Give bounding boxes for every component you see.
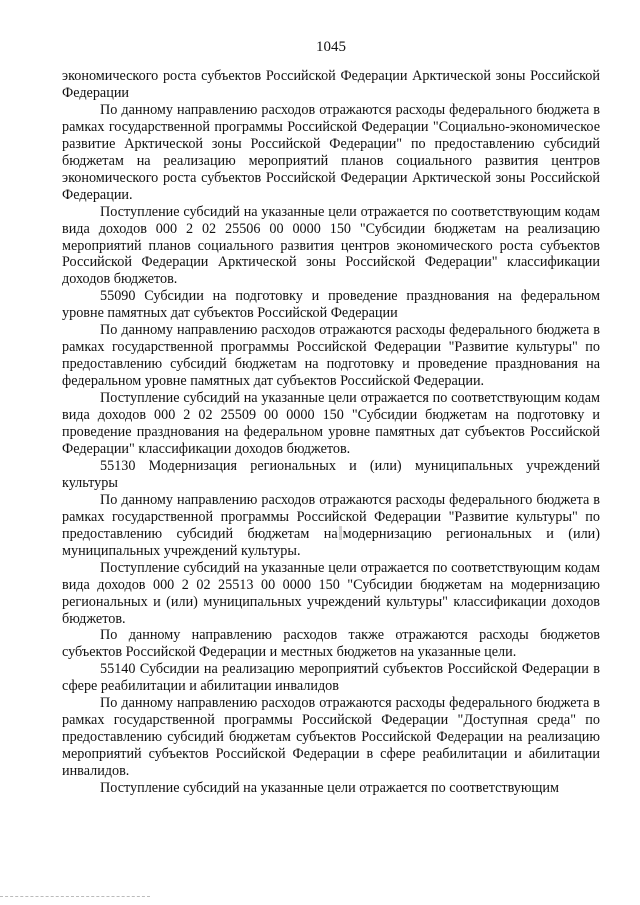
paragraph-2: Поступление субсидий на указанные цели отражается по соответствующим кодам вида доходов 000 2 02 25506 00 0000 150 "Субсидии бюджетам на реализацию мероприятий планов социального развития центров экономического роста субъектов Российской Федерации Арктической зоны Российской Федерации" классификации доходов бюджетов. <box>62 203 600 288</box>
paragraph-3-section-55090: 55090 Субсидии на подготовку и проведение празднования на федеральном уровне памятных дат субъектов Российской Федерации <box>62 288 600 322</box>
paragraph-5: Поступление субсидий на указанные цели отражается по соответствующим кодам вида доходов 000 2 02 25509 00 0000 150 "Субсидии бюджетам на подготовку и проведение празднования на федеральном уровне памятных дат субъектов Российской Федерации" классификации доходов бюджетов. <box>62 390 600 457</box>
paragraph-9: По данному направлению расходов также отражаются расходы бюджетов субъектов Российской Федерации и местных бюджетов на указанные цели. <box>62 627 600 661</box>
scan-artifact-line <box>0 894 150 897</box>
document-body <box>62 68 600 797</box>
page-number: 1045 <box>316 39 346 55</box>
paragraph-12: Поступление субсидий на указанные цели отражается по соответствующим <box>100 780 559 797</box>
paragraph-1: По данному направлению расходов отражаются расходы федерального бюджета в рамках государственной программы Российской Федерации "Социально-экономическое развитие Арктической зоны Российской Федерации" по предоставлению субсидий бюджетам на реализацию мероприятий планов социального развития центров экономического роста субъектов Российской Федерации Арктической зоны Российской Федерации. <box>62 101 600 203</box>
paragraph-7 <box>62 492 600 560</box>
paragraph-4: По данному направлению расходов отражаются расходы федерального бюджета в рамках государственной программы Российской Федерации "Развитие культуры" по предоставлению субсидий бюджетам на подготовку и проведение празднования на федеральном уровне памятных дат субъектов Российской Федерации. <box>62 322 600 390</box>
paragraph-8: Поступление субсидий на указанные цели отражается по соответствующим кодам вида доходов 000 2 02 25513 00 0000 150 "Субсидии бюджетам на модернизацию региональных и (или) муниципальных учреждений культуры" классификации доходов бюджетов. <box>62 559 600 627</box>
paragraph-11: По данному направлению расходов отражаются расходы федерального бюджета в рамках государственной программы Российской Федерации "Доступная среда" по предоставлению субсидий бюджетам субъектов Российской Федерации на реализацию мероприятий субъектов Российской Федерации в сфере реабилитации и абилитации инвалидов. <box>62 695 600 780</box>
scan-mark <box>339 526 342 540</box>
paragraph-10-section-55140: 55140 Субсидии на реализацию мероприятий субъектов Российской Федерации в сфере реабилитации и абилитации инвалидов <box>62 661 600 695</box>
paragraph-7-part-2: модернизацию региональных и (или) муниципальных учреждений культуры. <box>62 525 600 559</box>
paragraph-6-section-55130: 55130 Модернизация региональных и (или) муниципальных учреждений культуры <box>62 457 600 491</box>
paragraph-7-part-1: По данному направлению расходов отражаются расходы федерального бюджета в рамках государственной программы Российской Федерации "Развитие культуры" по предоставлению субсидий бюджетам на <box>62 491 600 542</box>
paragraph-0: экономического роста субъектов Российской Федерации Арктической зоны Российской Федерации <box>62 68 600 101</box>
